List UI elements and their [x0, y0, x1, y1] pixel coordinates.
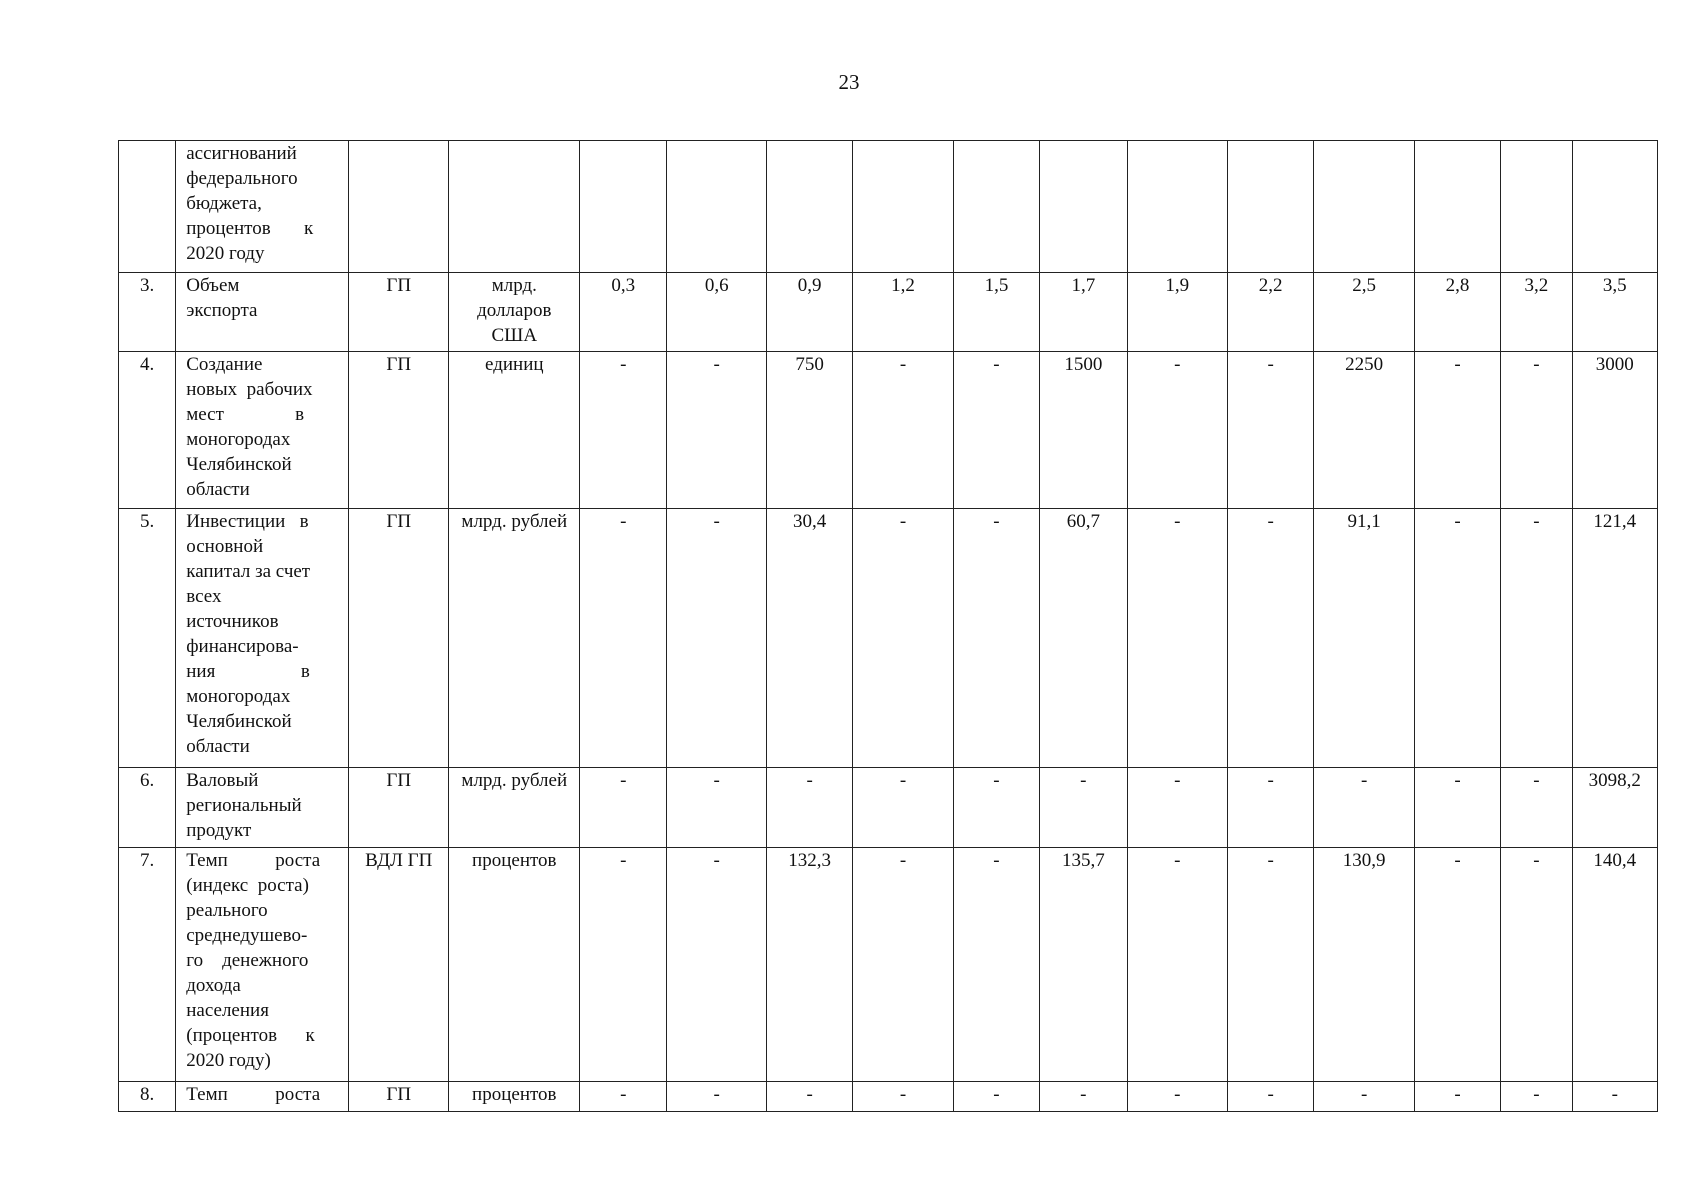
indicator-name-line: мест в	[186, 404, 305, 425]
value-cell	[853, 141, 953, 273]
source-cell: ГП	[349, 352, 449, 509]
value-cell: -	[1501, 509, 1572, 768]
value-cell	[1227, 141, 1313, 273]
unit-cell: единиц	[449, 352, 580, 509]
value-cell: 135,7	[1040, 848, 1127, 1082]
value-cell: -	[1501, 1082, 1572, 1112]
indicator-name-line: Создание	[186, 354, 263, 375]
value-cell: -	[580, 352, 667, 509]
value-cell	[1572, 141, 1657, 273]
indicator-name-line: основной	[186, 536, 264, 557]
indicator-name-line: моногородах	[186, 429, 291, 450]
value-cell: -	[667, 352, 766, 509]
value-cell: -	[1227, 768, 1313, 848]
indicator-name-line: 2020 году)	[186, 1050, 271, 1071]
indicator-name-line: Инвестиции в	[186, 511, 309, 532]
value-cell: -	[1414, 352, 1500, 509]
indicator-name-line: региональный	[186, 795, 302, 816]
value-cell: -	[766, 768, 852, 848]
source-cell	[349, 141, 449, 273]
indicator-name-line: всех	[186, 586, 222, 607]
indicator-name-line: федерального	[186, 168, 298, 189]
value-cell: 3000	[1572, 352, 1657, 509]
value-cell: -	[853, 1082, 953, 1112]
value-cell: -	[953, 848, 1039, 1082]
indicator-name-line: бюджета,	[186, 193, 262, 214]
row-number: 8.	[119, 1082, 176, 1112]
value-cell: -	[1040, 1082, 1127, 1112]
indicator-name-line: 2020 году	[186, 243, 265, 264]
value-cell: 1,7	[1040, 273, 1127, 352]
value-cell: -	[667, 509, 766, 768]
value-cell: 3,2	[1501, 273, 1572, 352]
indicator-name	[176, 141, 349, 273]
value-cell: 30,4	[766, 509, 852, 768]
value-cell: 750	[766, 352, 852, 509]
row-number: 3.	[119, 273, 176, 352]
value-cell: -	[766, 1082, 852, 1112]
value-cell	[953, 141, 1039, 273]
value-cell: -	[1127, 352, 1227, 509]
table-row	[119, 509, 1658, 768]
value-cell: -	[1501, 768, 1572, 848]
indicator-name-line: ния в	[186, 661, 310, 682]
value-cell: -	[667, 848, 766, 1082]
value-cell	[667, 141, 766, 273]
value-cell	[1127, 141, 1227, 273]
source-cell: ВДЛ ГП	[349, 848, 449, 1082]
indicator-name-line: Валовый	[186, 770, 259, 791]
value-cell: 130,9	[1314, 848, 1414, 1082]
value-cell: -	[580, 768, 667, 848]
value-cell: 2250	[1314, 352, 1414, 509]
indicator-name-line: (процентов к	[186, 1025, 315, 1046]
value-cell: -	[580, 848, 667, 1082]
indicator-name	[176, 768, 349, 848]
indicator-name-line: новых рабочих	[186, 379, 313, 400]
row-number: 7.	[119, 848, 176, 1082]
value-cell: -	[1127, 768, 1227, 848]
value-cell: 60,7	[1040, 509, 1127, 768]
row-number: 6.	[119, 768, 176, 848]
value-cell: -	[953, 1082, 1039, 1112]
unit-cell: млрд. рублей	[449, 768, 580, 848]
indicator-name-line: Темп роста	[186, 850, 321, 871]
indicator-name-line: капитал за счет	[186, 561, 311, 582]
value-cell: -	[1314, 1082, 1414, 1112]
indicator-name-line: ассигнований	[186, 143, 297, 164]
value-cell: -	[1414, 768, 1500, 848]
value-cell: -	[853, 768, 953, 848]
row-number: 5.	[119, 509, 176, 768]
value-cell	[580, 141, 667, 273]
value-cell	[1501, 141, 1572, 273]
unit-cell: процентов	[449, 1082, 580, 1112]
value-cell: -	[1127, 848, 1227, 1082]
unit-cell: процентов	[449, 848, 580, 1082]
row-number	[119, 141, 176, 273]
indicator-name	[176, 848, 349, 1082]
indicator-name-line: области	[186, 479, 250, 500]
value-cell: -	[953, 352, 1039, 509]
value-cell: -	[1314, 768, 1414, 848]
value-cell: -	[1501, 352, 1572, 509]
value-cell: 1,2	[853, 273, 953, 352]
indicator-name-line: дохода	[186, 975, 241, 996]
value-cell	[1414, 141, 1500, 273]
indicator-name-line: Темп роста	[186, 1084, 321, 1105]
value-cell: 3,5	[1572, 273, 1657, 352]
indicator-name-line: реального	[186, 900, 268, 921]
value-cell: 2,2	[1227, 273, 1313, 352]
source-cell: ГП	[349, 1082, 449, 1112]
value-cell: 1500	[1040, 352, 1127, 509]
value-cell: 140,4	[1572, 848, 1657, 1082]
value-cell: -	[580, 509, 667, 768]
indicator-name-line: процентов к	[186, 218, 314, 239]
table-row	[119, 768, 1658, 848]
indicator-name-line: финансирова-	[186, 636, 299, 657]
indicator-name-line: области	[186, 736, 250, 757]
value-cell: -	[953, 768, 1039, 848]
table-row	[119, 848, 1658, 1082]
table-row	[119, 1082, 1658, 1112]
value-cell: -	[667, 1082, 766, 1112]
value-cell: -	[1227, 352, 1313, 509]
source-cell: ГП	[349, 768, 449, 848]
source-cell: ГП	[349, 273, 449, 352]
row-number: 4.	[119, 352, 176, 509]
indicator-name-line: среднедушево-	[186, 925, 308, 946]
table-row	[119, 352, 1658, 509]
value-cell: -	[853, 509, 953, 768]
value-cell: -	[1414, 848, 1500, 1082]
indicator-name-line: населения	[186, 1000, 269, 1021]
indicator-name-line: (индекс роста)	[186, 875, 309, 896]
indicator-name	[176, 352, 349, 509]
value-cell: 121,4	[1572, 509, 1657, 768]
indicator-name	[176, 1082, 349, 1112]
page-number: 23	[838, 70, 860, 94]
table-row	[119, 273, 1658, 352]
value-cell: -	[853, 848, 953, 1082]
value-cell: -	[1040, 768, 1127, 848]
indicator-name-line: Челябинской	[186, 454, 292, 475]
value-cell: -	[1227, 509, 1313, 768]
source-cell: ГП	[349, 509, 449, 768]
indicator-name-line: го денежного	[186, 950, 309, 971]
value-cell: -	[580, 1082, 667, 1112]
indicator-name	[176, 509, 349, 768]
value-cell: 0,6	[667, 273, 766, 352]
indicator-name-line: Челябинской	[186, 711, 292, 732]
value-cell: 91,1	[1314, 509, 1414, 768]
value-cell: 2,8	[1414, 273, 1500, 352]
indicator-name-line: Объем	[186, 275, 240, 296]
indicator-name-line: источников	[186, 611, 279, 632]
value-cell: -	[1127, 1082, 1227, 1112]
value-cell: 0,3	[580, 273, 667, 352]
value-cell: 0,9	[766, 273, 852, 352]
value-cell: -	[1227, 848, 1313, 1082]
indicator-name-line: моногородах	[186, 686, 291, 707]
value-cell	[1314, 141, 1414, 273]
value-cell: -	[1501, 848, 1572, 1082]
indicator-name-line: экспорта	[186, 300, 258, 321]
value-cell: 1,5	[953, 273, 1039, 352]
value-cell: -	[1227, 1082, 1313, 1112]
value-cell: -	[667, 768, 766, 848]
value-cell: -	[853, 352, 953, 509]
indicator-name	[176, 273, 349, 352]
value-cell	[766, 141, 852, 273]
value-cell: 1,9	[1127, 273, 1227, 352]
indicators-table	[118, 140, 1658, 1112]
unit-cell: млрд. долларов США	[449, 273, 580, 352]
table-row	[119, 141, 1658, 273]
value-cell: -	[1414, 1082, 1500, 1112]
value-cell: -	[1414, 509, 1500, 768]
unit-cell	[449, 141, 580, 273]
indicator-name-line: продукт	[186, 820, 252, 841]
value-cell: 3098,2	[1572, 768, 1657, 848]
value-cell	[1040, 141, 1127, 273]
value-cell: -	[1127, 509, 1227, 768]
unit-cell: млрд. рублей	[449, 509, 580, 768]
value-cell: -	[953, 509, 1039, 768]
value-cell: 2,5	[1314, 273, 1414, 352]
value-cell: -	[1572, 1082, 1657, 1112]
value-cell: 132,3	[766, 848, 852, 1082]
